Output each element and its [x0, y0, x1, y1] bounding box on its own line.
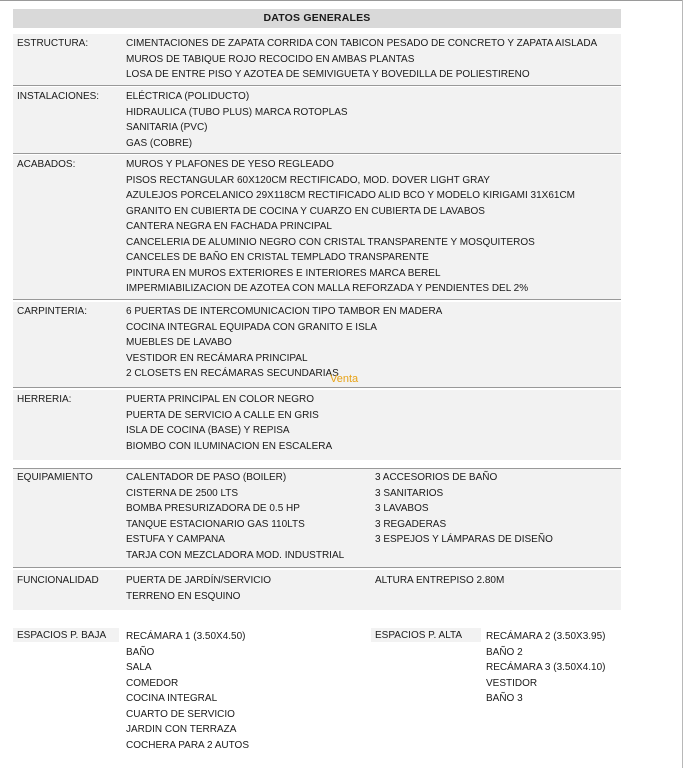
divider	[13, 153, 621, 154]
list-item: COCHERA PARA 2 AUTOS	[126, 739, 250, 751]
list-item: 6 PUERTAS DE INTERCOMUNICACION TIPO TAMBOR EN MADERA	[126, 306, 443, 317]
section-label-espacios-alta: ESPACIOS P. ALTA	[375, 630, 463, 641]
section-funcionalidad	[13, 570, 621, 610]
list-item: CANTERA NEGRA EN FACHADA PRINCIPAL	[126, 221, 332, 232]
list-herreria	[126, 392, 332, 454]
divider	[13, 387, 621, 388]
list-equipamiento-right	[375, 470, 553, 548]
list-item: AZULEJOS PORCELANICO 29X118CM RECTIFICADO ALID BCO Y MODELO KIRIGAMI 31X61CM	[126, 190, 576, 201]
list-item: CIMENTACIONES DE ZAPATA CORRIDA CON TABICON PESADO DE CONCRETO Y ZAPATA AISLADA	[126, 38, 598, 49]
list-item: GAS (COBRE)	[126, 137, 193, 149]
list-item: TERRENO EN ESQUINO	[126, 590, 241, 602]
list-item: JARDIN CON TERRAZA	[126, 724, 237, 735]
list-espacios-baja	[126, 629, 249, 753]
section-label-acabados: ACABADOS:	[17, 159, 76, 170]
list-item: BAÑO	[126, 646, 155, 658]
list-item: COCINA INTEGRAL	[126, 693, 218, 704]
list-item: MUROS DE TABIQUE ROJO RECOCIDO EN AMBAS PLANTAS	[126, 53, 415, 65]
list-item: MUROS Y PLAFONES DE YESO REGLEADO	[126, 159, 334, 170]
section-label-carpinteria: CARPINTERIA:	[17, 306, 88, 317]
section-label-instalaciones: INSTALACIONES:	[17, 91, 100, 102]
list-item: RECÁMARA 3 (3.50X4.10)	[486, 662, 606, 673]
page-top-edge	[0, 0, 683, 1]
list-item: CANCELERIA DE ALUMINIO NEGRO CON CRISTAL TRANSPARENTE Y MOSQUITEROS	[126, 236, 535, 248]
section-label-espacios-baja: ESPACIOS P. BAJA	[17, 630, 107, 641]
list-item: 3 LAVABOS	[375, 503, 429, 514]
list-item: ESTUFA Y CAMPANA	[126, 534, 225, 545]
list-item: CANCELES DE BAÑO EN CRISTAL TEMPLADO TRANSPARENTE	[126, 252, 429, 263]
list-item: COCINA INTEGRAL EQUIPADA CON GRANITO E ISLA	[126, 321, 377, 333]
list-item: CUARTO DE SERVICIO	[126, 708, 235, 720]
list-item: TANQUE ESTACIONARIO GAS 110LTS	[126, 518, 305, 530]
list-item: IMPERMIABILIZACION DE AZOTEA CON MALLA REFORZADA Y PENDIENTES DEL 2%	[126, 283, 529, 294]
list-item: MUEBLES DE LAVABO	[126, 337, 232, 348]
list-estructura	[126, 36, 597, 83]
list-espacios-alta	[486, 629, 606, 707]
list-item: GRANITO EN CUBIERTA DE COCINA Y CUARZO EN CUBIERTA DE LAVABOS	[126, 205, 485, 217]
list-item: TARJA CON MEZCLADORA MOD. INDUSTRIAL	[126, 549, 345, 561]
list-funcionalidad-right	[375, 573, 504, 589]
list-item: RECÁMARA 1 (3.50X4.50)	[126, 631, 246, 642]
list-item: 3 ESPEJOS Y LÁMPARAS DE DISEÑO	[375, 534, 553, 545]
list-funcionalidad-left	[126, 573, 271, 604]
list-item: BAÑO 2	[486, 646, 523, 658]
section-label-estructura: ESTRUCTURA:	[17, 38, 89, 49]
list-item: CISTERNA DE 2500 LTS	[126, 487, 239, 499]
list-item: SANITARIA (PVC)	[126, 122, 208, 133]
divider	[13, 85, 621, 86]
list-item: ELÉCTRICA (POLIDUCTO)	[126, 91, 250, 102]
list-item: COMEDOR	[126, 677, 179, 689]
list-item: 3 ACCESORIOS DE BAÑO	[375, 472, 498, 483]
list-instalaciones	[126, 89, 348, 151]
list-item: PUERTA DE JARDÍN/SERVICIO	[126, 575, 272, 586]
page-title: DATOS GENERALES	[13, 9, 621, 28]
list-carpinteria	[126, 304, 442, 382]
section-label-herreria: HERRERIA:	[17, 394, 72, 405]
list-item: PUERTA PRINCIPAL EN COLOR NEGRO	[126, 394, 315, 405]
list-item: RECÁMARA 2 (3.50X3.95)	[486, 631, 606, 642]
list-acabados	[126, 157, 575, 297]
divider	[13, 567, 621, 568]
list-item: HIDRAULICA (TUBO PLUS) MARCA ROTOPLAS	[126, 106, 348, 118]
page-right-edge	[682, 0, 683, 768]
list-item: 2 CLOSETS EN RECÁMARAS SECUNDARIAS	[126, 368, 339, 379]
divider	[13, 299, 621, 300]
list-item: VESTIDOR EN RECÁMARA PRINCIPAL	[126, 352, 308, 364]
section-label-funcionalidad: FUNCIONALIDAD	[17, 575, 99, 586]
list-item: SALA	[126, 662, 152, 673]
list-item: PUERTA DE SERVICIO A CALLE EN GRIS	[126, 409, 319, 421]
list-item: VESTIDOR	[486, 677, 538, 689]
list-item: ALTURA ENTREPISO 2.80M	[375, 575, 505, 586]
list-item: BAÑO 3	[486, 693, 523, 704]
list-item: LOSA DE ENTRE PISO Y AZOTEA DE SEMIVIGUETA Y BOVEDILLA DE POLIESTIRENO	[126, 69, 530, 80]
list-item: 3 SANITARIOS	[375, 487, 444, 499]
list-item: PINTURA EN MUROS EXTERIORES E INTERIORES MARCA BEREL	[126, 267, 441, 279]
list-item: 3 REGADERAS	[375, 518, 447, 530]
list-item: CALENTADOR DE PASO (BOILER)	[126, 472, 287, 483]
list-item: PISOS RECTANGULAR 60X120CM RECTIFICADO, MOD. DOVER LIGHT GRAY	[126, 174, 490, 186]
venta-watermark: Venta	[330, 373, 359, 385]
section-label-equipamiento: EQUIPAMIENTO	[17, 472, 93, 483]
list-item: BOMBA PRESURIZADORA DE 0.5 HP	[126, 503, 300, 514]
list-equipamiento-left	[126, 470, 344, 563]
list-item: BIOMBO CON ILUMINACION EN ESCALERA	[126, 440, 333, 452]
list-item: ISLA DE COCINA (BASE) Y REPISA	[126, 425, 290, 436]
